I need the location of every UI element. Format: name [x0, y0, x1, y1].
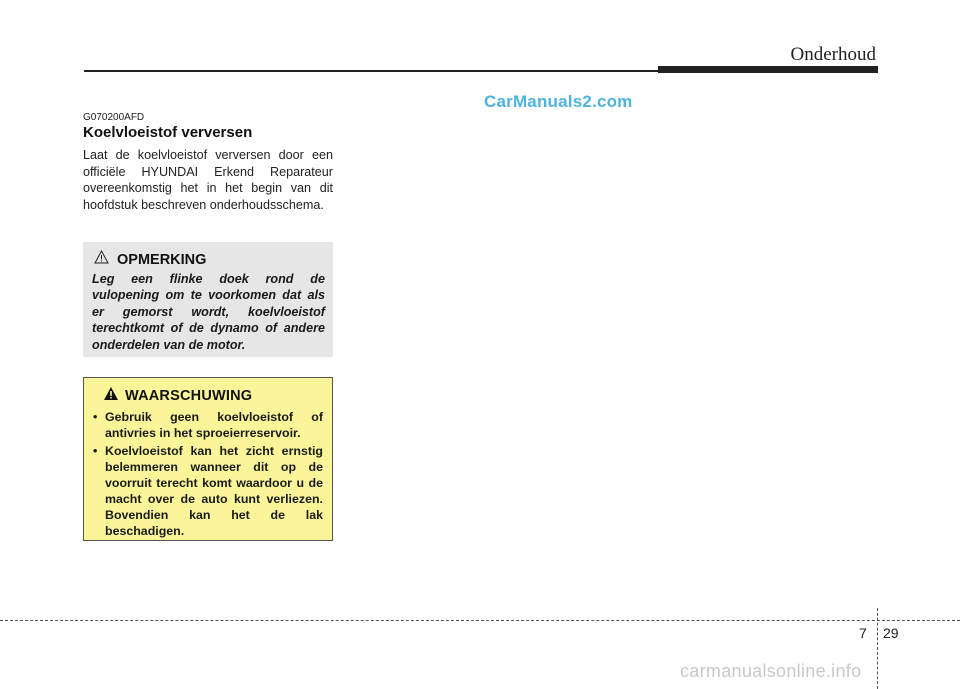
chapter-number: 7	[859, 625, 867, 641]
footer-divider	[0, 620, 960, 621]
list-item: • Gebruik geen koelvloeistof of antivries in het sproeierreservoir.	[93, 409, 323, 441]
watermark-link[interactable]: CarManuals2.com	[484, 92, 633, 111]
header-rule	[84, 70, 660, 72]
warning-triangle-icon	[103, 386, 125, 406]
note-header	[94, 250, 325, 269]
warning-list	[93, 409, 323, 539]
warning-header	[103, 386, 323, 406]
watermark-bottom-link[interactable]: carmanualsonline.info	[680, 661, 862, 681]
body-paragraph: Laat de koelvloeistof verversen door een officiële HYUNDAI Erkend Reparateur overeenkomstig het in het begin van dit hoofdstuk beschreven onderhoudsschema.	[83, 148, 333, 212]
section-code: G070200AFD	[83, 112, 145, 123]
note-title: OPMERKING	[117, 251, 207, 268]
section-title: Onderhoud	[790, 44, 876, 65]
warning-title: WAARSCHUWING	[125, 388, 253, 404]
page-number: 29	[883, 625, 899, 641]
section-heading: Koelvloeistof verversen	[83, 124, 253, 141]
caution-triangle-icon	[94, 250, 117, 269]
note-text: Leg een flinke doek rond de vulopening om te voorkomen dat als er gemorst wordt, koelvloeistof terechtkomt of de dynamo of andere onderdelen van de motor.	[92, 272, 325, 352]
list-item: • Koelvloeistof kan het zicht ernstig belemmeren wanneer dit op de voorruit terecht komt waardoor u de macht over de auto kunt verliezen. Bovendien kan het de lak beschadigen.	[93, 443, 323, 539]
note-box	[83, 242, 333, 357]
warning-box	[83, 377, 333, 541]
footer-page-divider	[877, 608, 878, 689]
header-rule-accent	[658, 66, 878, 73]
